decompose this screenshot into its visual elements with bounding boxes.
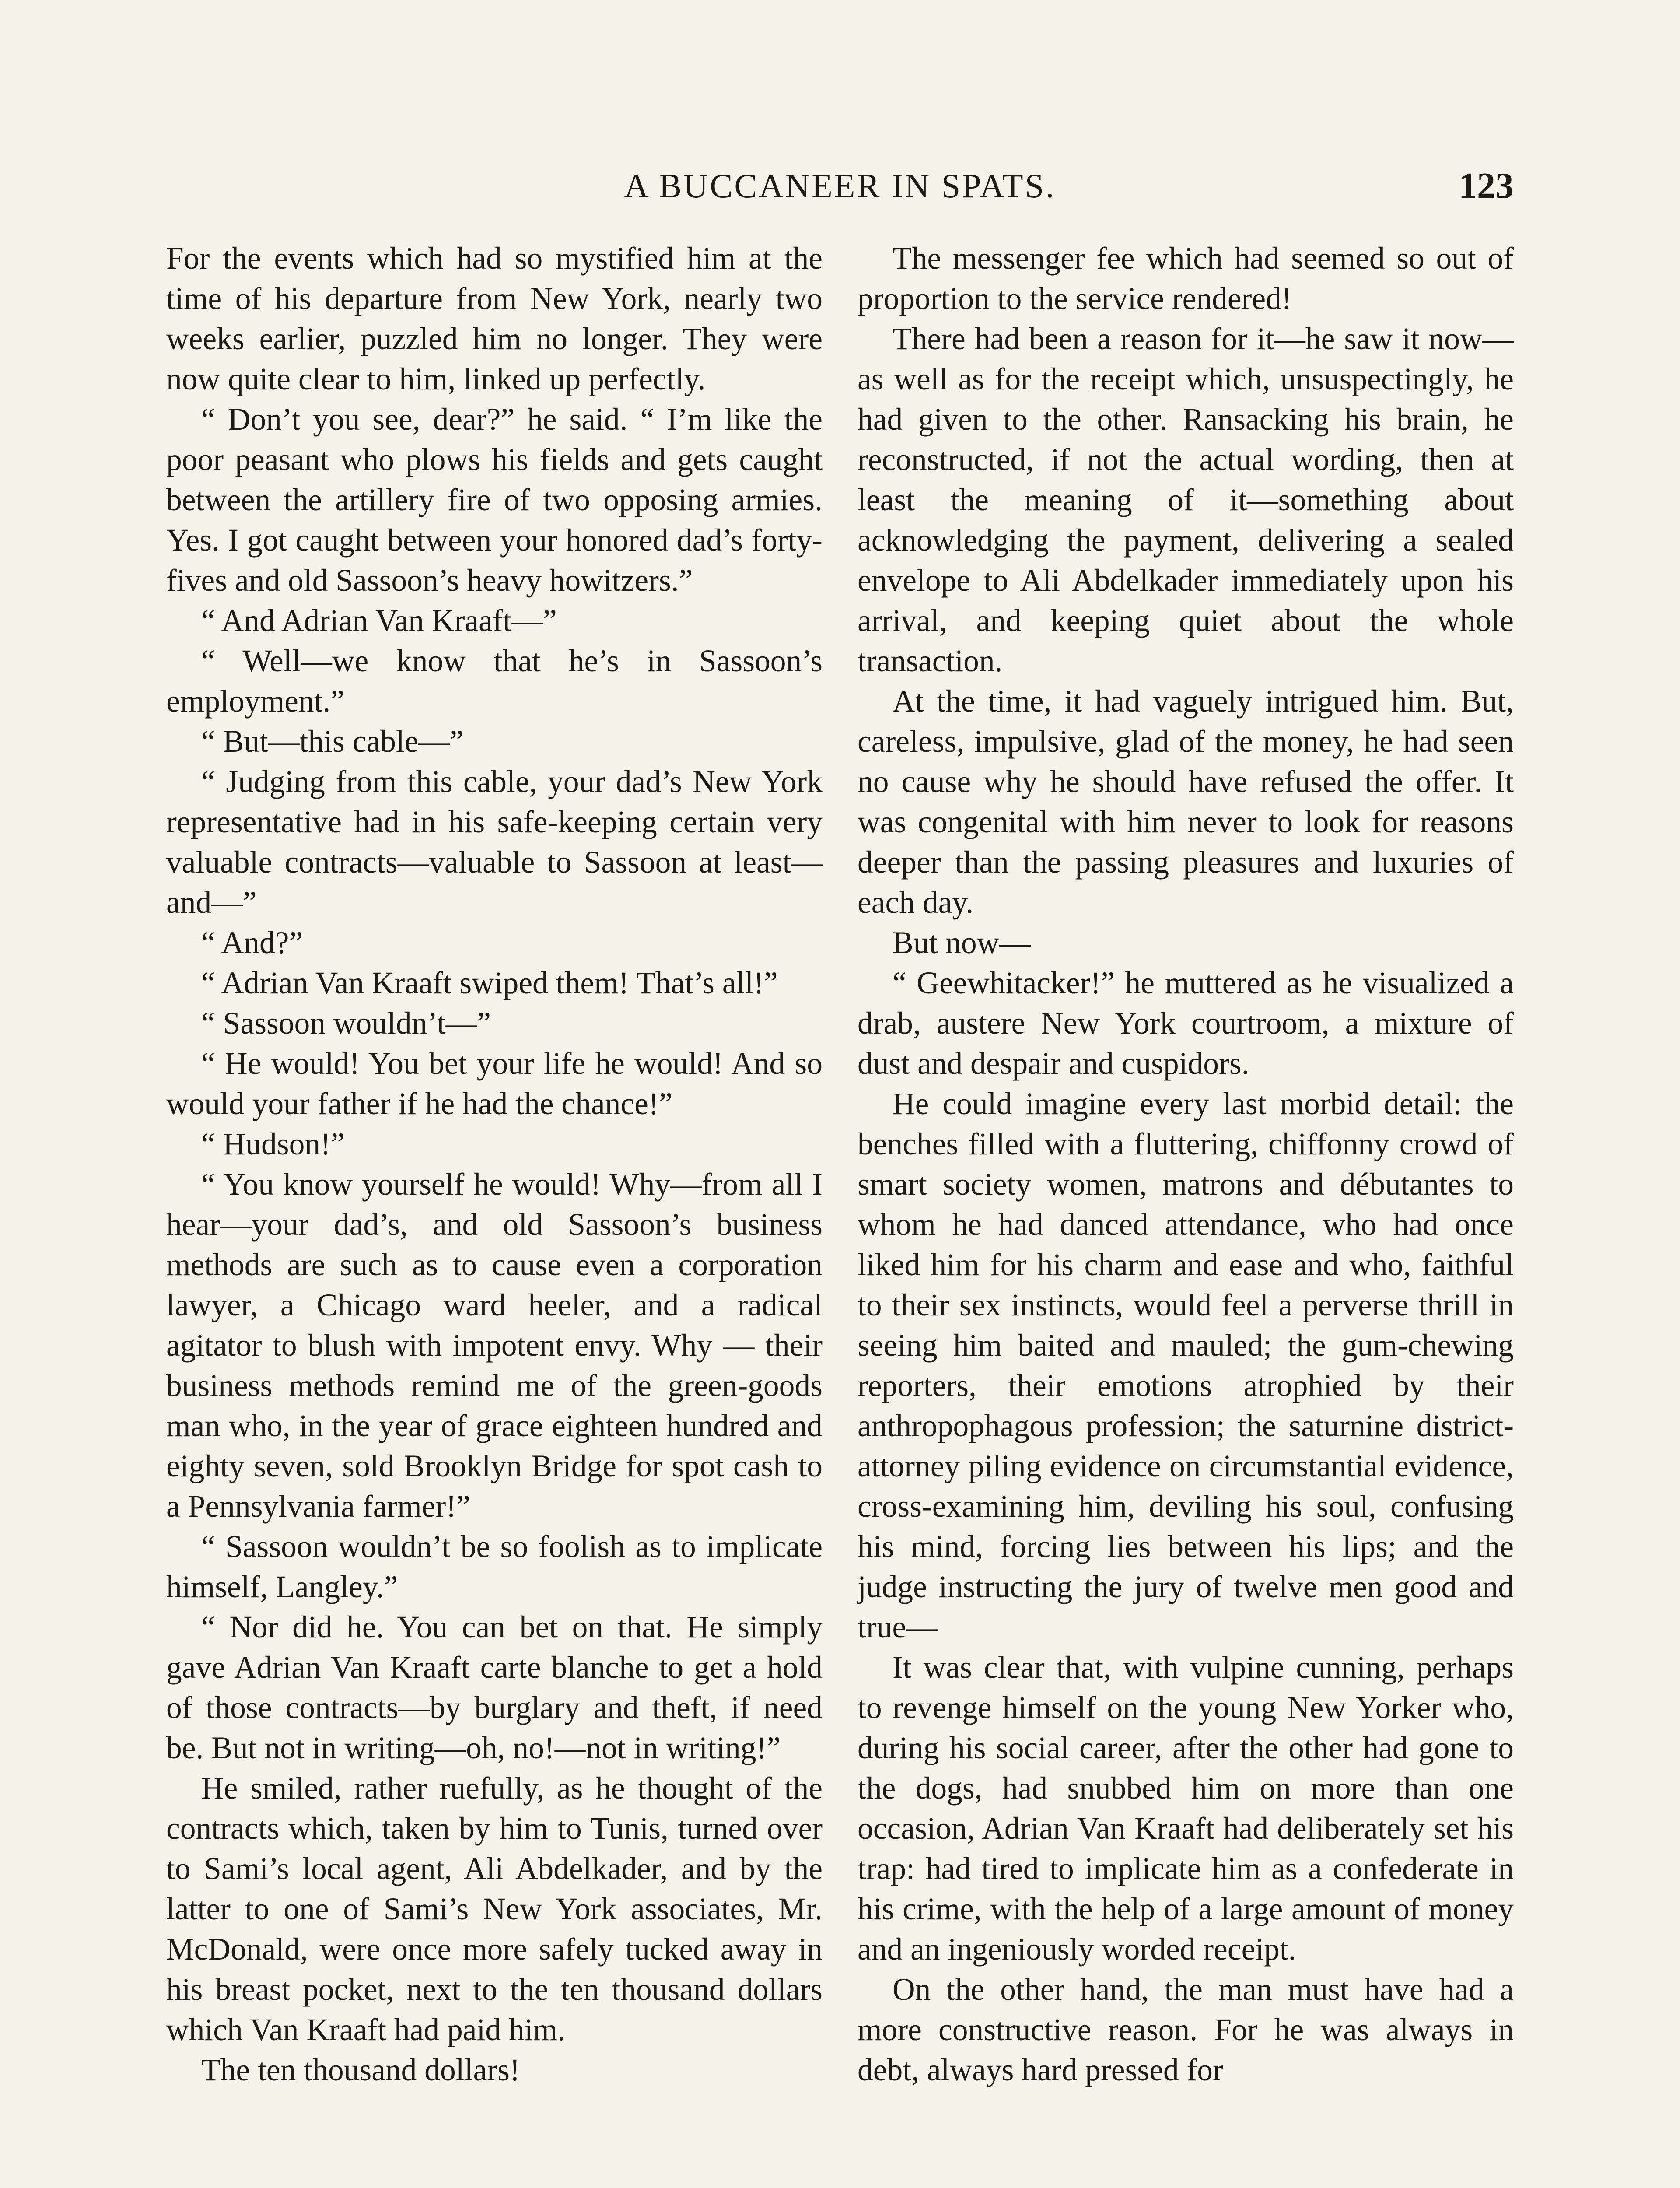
paragraph: “ But—this cable—” xyxy=(201,724,464,759)
right-column xyxy=(858,238,1514,2090)
paragraph: “ Nor did he. You can bet on that. He simply gave Adrian Van Kraaft carte blanche to get a hold of those contracts—by burglary and theft, if need be. But not in writing—oh, no!—not in writing!” xyxy=(166,1610,822,1765)
paragraph: It was clear that, with vulpine cunning, perhaps to revenge himself on the young New Yorker who, during his social career, after the other had gone to the dogs, had snubbed him on more than one occasion, Adrian Van Kraaft had deliberately set his trap: had tired to implicate him as a confederate in his crime, with the help of a large amount of money and an ingeniously worded receipt. xyxy=(858,1650,1514,1967)
paragraph: There had been a reason for it—he saw it now—as well as for the receipt which, unsuspectingly, he had given to the other. Ransacking his brain, he reconstructed, if not the actual wording, then at least the meaning of it—something about acknowledging the payment, delivering a sealed envelope to Ali Abdelkader immediately upon his arrival, and keeping quiet about the whole transaction. xyxy=(858,322,1514,678)
paragraph: On the other hand, the man must have had a more constructive reason. For he was always in debt, always hard pressed for xyxy=(858,1972,1514,2087)
paragraph: “ Don’t you see, dear?” he said. “ I’m like the poor peasant who plows his fields and gets caught between the artillery fire of two opposing armies. Yes. I got caught between your honored dad’s forty-fives and old Sassoon’s heavy howitzers.” xyxy=(166,402,822,598)
paragraph: The ten thousand dollars! xyxy=(201,2053,520,2087)
paragraph: “ Well—we know that he’s in Sassoon’s employment.” xyxy=(166,644,822,719)
paragraph: “ Hudson!” xyxy=(201,1127,345,1161)
running-header xyxy=(166,158,1514,214)
page-number: 123 xyxy=(1459,165,1514,206)
paragraph: He smiled, rather ruefully, as he thought of the contracts which, taken by him to Tunis, turned over to Sami’s local agent, Ali Abdelkader, and by the latter to one of Sami’s New York associates, Mr. McDonald, were once more safely tucked away in his breast pocket, next to the ten thousand dollars which Van Kraaft had paid him. xyxy=(166,1771,822,2047)
paragraph: “ Sassoon wouldn’t—” xyxy=(201,1006,491,1041)
paragraph: “ You know yourself he would! Why—from all I hear—your dad’s, and old Sassoon’s business methods are such as to cause even a corporation lawyer, a Chicago ward heeler, and a radical agitator to blush with impotent envy. Why — their business methods remind me of the green-goods man who, in the year of grace eighteen hundred and eighty seven, sold Brooklyn Bridge for spot cash to a Pennsylvania farmer!” xyxy=(166,1167,822,1524)
paragraph: For the events which had so mystified him at the time of his departure from New York, nearly two weeks earlier, puzzled him no longer. They were now quite clear to him, linked up perfectly. xyxy=(166,241,822,396)
paragraph: The messenger fee which had seemed so out of proportion to the service rendered! xyxy=(858,241,1514,316)
paragraph: At the time, it had vaguely intrigued him. But, careless, impulsive, glad of the money, he had seen no cause why he should have refused the offer. It was congenital with him never to look for reasons deeper than the passing pleasures and luxuries of each day. xyxy=(858,684,1514,920)
paragraph: “ Geewhitacker!” he muttered as he visualized a drab, austere New York courtroom, a mixture of dust and despair and cuspidors. xyxy=(858,966,1514,1081)
paragraph: “ Sassoon wouldn’t be so foolish as to implicate himself, Langley.” xyxy=(166,1529,822,1604)
paragraph: “ Adrian Van Kraaft swiped them! That’s all!” xyxy=(201,966,778,1000)
paragraph: He could imagine every last morbid detail: the benches filled with a fluttering, chiffonny crowd of smart society women, matrons and débutantes to whom he had danced attendance, who had once liked him for his charm and ease and who, faithful to their sex instincts, would feel a perverse thrill in seeing him baited and mauled; the gum-chewing reporters, their emotions atrophied by their anthropophagous profession; the saturnine district-attorney piling evidence on circumstantial evidence, cross-examining him, deviling his soul, confusing his mind, forcing lies between his lips; and the judge instructing the jury of twelve men good and true— xyxy=(858,1087,1514,1645)
paragraph: “ And?” xyxy=(201,926,303,960)
left-column xyxy=(166,238,822,2090)
paragraph: “ Judging from this cable, your dad’s New York representative had in his safe-keeping certain very valuable contracts—valuable to Sassoon at least—and—” xyxy=(166,764,822,920)
paragraph: But now— xyxy=(892,926,1031,960)
running-title: A BUCCANEER IN SPATS. xyxy=(624,167,1056,205)
paragraph: “ And Adrian Van Kraaft—” xyxy=(201,603,557,638)
paragraph: “ He would! You bet your life he would! And so would your father if he had the chance!” xyxy=(166,1046,822,1121)
